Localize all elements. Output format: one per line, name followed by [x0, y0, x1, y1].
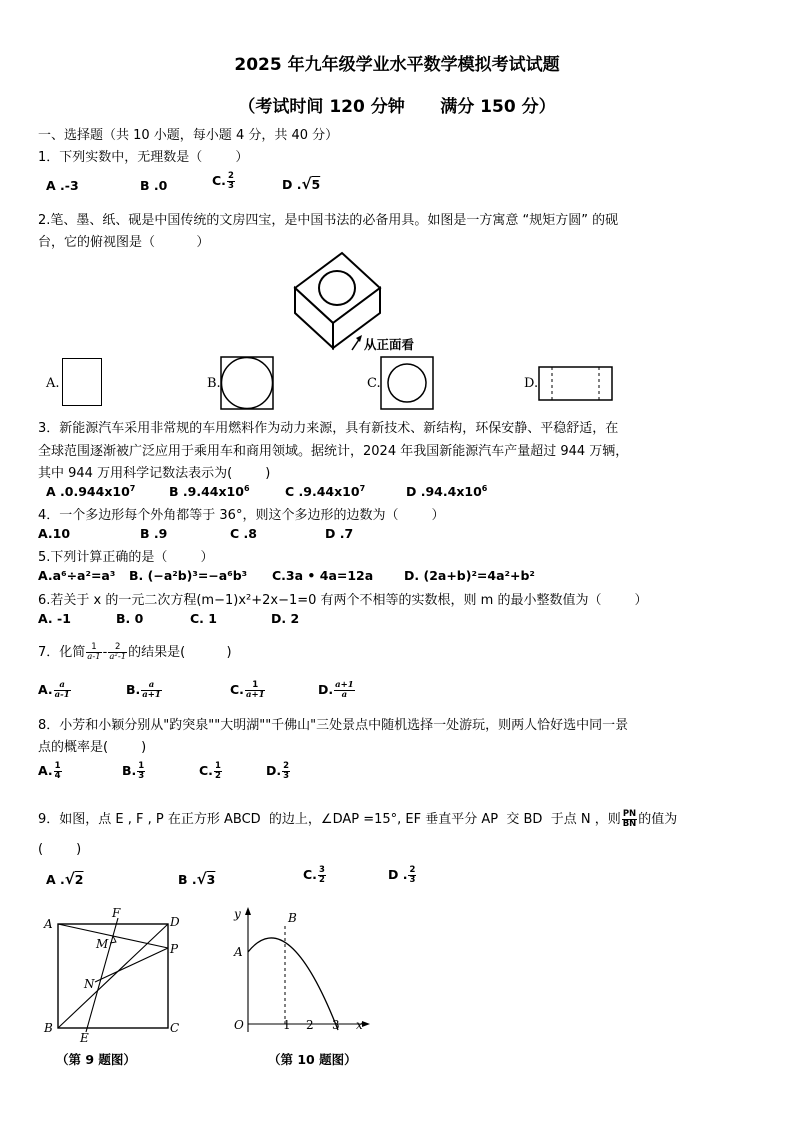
q4-option-b: B .9 [140, 526, 168, 541]
q9-stem-line2: ( ) [38, 842, 82, 857]
fig9-label-p: P [170, 942, 179, 956]
q9-option-a: A .√2 [46, 870, 84, 888]
fig10-tick-3: 3 [332, 1018, 340, 1032]
fig9-label-e: E [80, 1031, 89, 1044]
figure-9-caption: （第 9 题图） [56, 1052, 136, 1067]
q2-option-a-label: A. [46, 376, 60, 391]
q5-option-c: C.3a • 4a=12a [272, 568, 374, 583]
q2-option-c-figure [380, 356, 434, 410]
q7-option-a: A. $\frac{a}{a-1}$ [38, 680, 70, 700]
q8-stem-line2: 点的概率是( ) [38, 740, 147, 755]
q8-option-d: D. $\frac{2}{3}$ [266, 761, 290, 781]
figure-9-square-diagram [40, 904, 190, 1044]
q9-option-d: D . $\frac{2}{3}$ [388, 865, 416, 885]
q6-option-d: D. 2 [271, 611, 300, 626]
q1-stem: 1．下列实数中，无理数是（ ） [38, 150, 249, 165]
q3-option-a: A $.0.944x10^7$ [46, 484, 136, 500]
q2-option-b-figure [220, 356, 274, 410]
q2-stem-line2: 台，它的俯视图是（ ） [38, 235, 210, 250]
q1-option-c: C. $\frac{2}{3}$ [212, 171, 234, 191]
fig9-label-c: C [170, 1021, 180, 1035]
view-direction-label: 从正面看 [364, 337, 415, 352]
q9-stem-line1: 9．如图，点 E , F , P 在正方形 ABCD 的边上，∠DAP =15°, EF 垂直平分 AP 交 BD 于点 N ，则 $\frac{PN}{BN}$ 的值为 [38, 809, 678, 829]
fig9-label-f: F [112, 906, 121, 920]
q3-option-c: C $.9.44x10^7$ [285, 484, 366, 500]
q3-option-b: B $.9.44x10^6$ [169, 484, 250, 500]
section-heading: 一、选择题（共 10 小题，每小题 4 分，共 40 分） [38, 128, 339, 143]
q6-option-b: B. 0 [116, 611, 144, 626]
q5-stem: 5.下列计算正确的是（ ） [38, 550, 214, 565]
q4-option-a: A.10 [38, 526, 71, 541]
fig10-tick-2: 2 [306, 1018, 314, 1032]
q1-option-a: A .-3 [46, 178, 79, 193]
fig9-label-b: B [44, 1021, 53, 1035]
fig10-label-b: B [288, 911, 297, 925]
exam-subtitle: （考试时间 120 分钟 满分 150 分） [238, 97, 556, 117]
q5-option-b: B. (−a²b)³=−a⁶b³ [129, 568, 248, 583]
q6-stem: 6.若关于 x 的一元二次方程(m−1)x²+2x−1=0 有两个不相等的实数根，则 m 的最小整数值为（ ） [38, 593, 648, 608]
q7-option-d: D. $\frac{a+1}{a}$ [318, 680, 354, 700]
q5-option-d: D. (2a+b)²=4a²+b² [404, 568, 535, 583]
fig10-label-y: y [234, 907, 241, 921]
q3-option-d: D $.94.4x10^6$ [406, 484, 488, 500]
q8-option-c: C. $\frac{1}{2}$ [199, 761, 221, 781]
fig9-label-a: A [44, 917, 53, 931]
fig10-label-origin: O [234, 1018, 244, 1032]
figure-10-caption: （第 10 题图） [268, 1052, 357, 1067]
q6-option-a: A. -1 [38, 611, 71, 626]
q6-option-c: C. 1 [190, 611, 217, 626]
figure-10-parabola-graph [228, 904, 378, 1044]
fig10-label-a: A [234, 945, 243, 959]
fig9-label-m: M [96, 937, 109, 951]
q2-option-b-label: B. [207, 376, 221, 391]
q9-option-c: C. $\frac{3}{2}$ [303, 865, 325, 885]
q2-option-d-label: D. [524, 376, 539, 391]
q3-stem-line2: 全球范围逐渐被广泛应用于乘用车和商用领域。据统计，2024 年我国新能源汽车产量超过 944 万辆， [38, 444, 629, 459]
q4-option-d: D .7 [325, 526, 354, 541]
fig9-label-n: N [84, 977, 95, 991]
q4-option-c: C .8 [230, 526, 257, 541]
q1-option-b: B .0 [140, 178, 168, 193]
q4-stem: 4．一个多边形每个外角都等于 36°，则这个多边形的边数为（ ） [38, 508, 445, 523]
exam-title: 2025 年九年级学业水平数学模拟考试试题 [234, 55, 560, 75]
q2-option-d-figure [538, 366, 614, 402]
q3-stem-line1: 3．新能源汽车采用非常规的车用燃料作为动力来源，具有新技术、新结构，环保安静、平稳舒适，在 [38, 421, 619, 436]
fig9-label-d: D [170, 915, 180, 929]
q7-option-c: C. $\frac{1}{a+1}$ [230, 680, 265, 700]
q2-option-a-figure [62, 358, 102, 406]
q8-stem-line1: 8．小芳和小颖分别从"趵突泉""大明湖""千佛山"三处景点中随机选择一处游玩，则两人恰好选中同一景 [38, 718, 629, 733]
q8-option-b: B. $\frac{1}{3}$ [122, 761, 145, 781]
q7-stem: 7．化简 $\frac{1}{a-1}$ - $\frac{2}{\text{a²-1}}$ 的结果是( ) [38, 642, 232, 662]
q2-option-c-label: C. [367, 376, 381, 391]
q1-option-d: D .√5 [282, 175, 321, 193]
q9-option-b: B .√3 [178, 870, 216, 888]
q3-stem-line3: 其中 944 万用科学记数法表示为( ) [38, 466, 271, 481]
q7-option-b: B. $\frac{a}{a+1}$ [126, 680, 161, 700]
q2-stem-line1: 2.笔、墨、纸、砚是中国传统的文房四宝，是中国书法的必备用具。如图是一方寓意 “规矩方圆” 的砚 [38, 213, 619, 228]
fig10-tick-1: 1 [283, 1018, 291, 1032]
q5-option-a: A.a⁶÷a²=a³ [38, 568, 116, 583]
fig10-label-x: x [356, 1018, 363, 1032]
q8-option-a: A. $\frac{1}{4}$ [38, 761, 61, 781]
